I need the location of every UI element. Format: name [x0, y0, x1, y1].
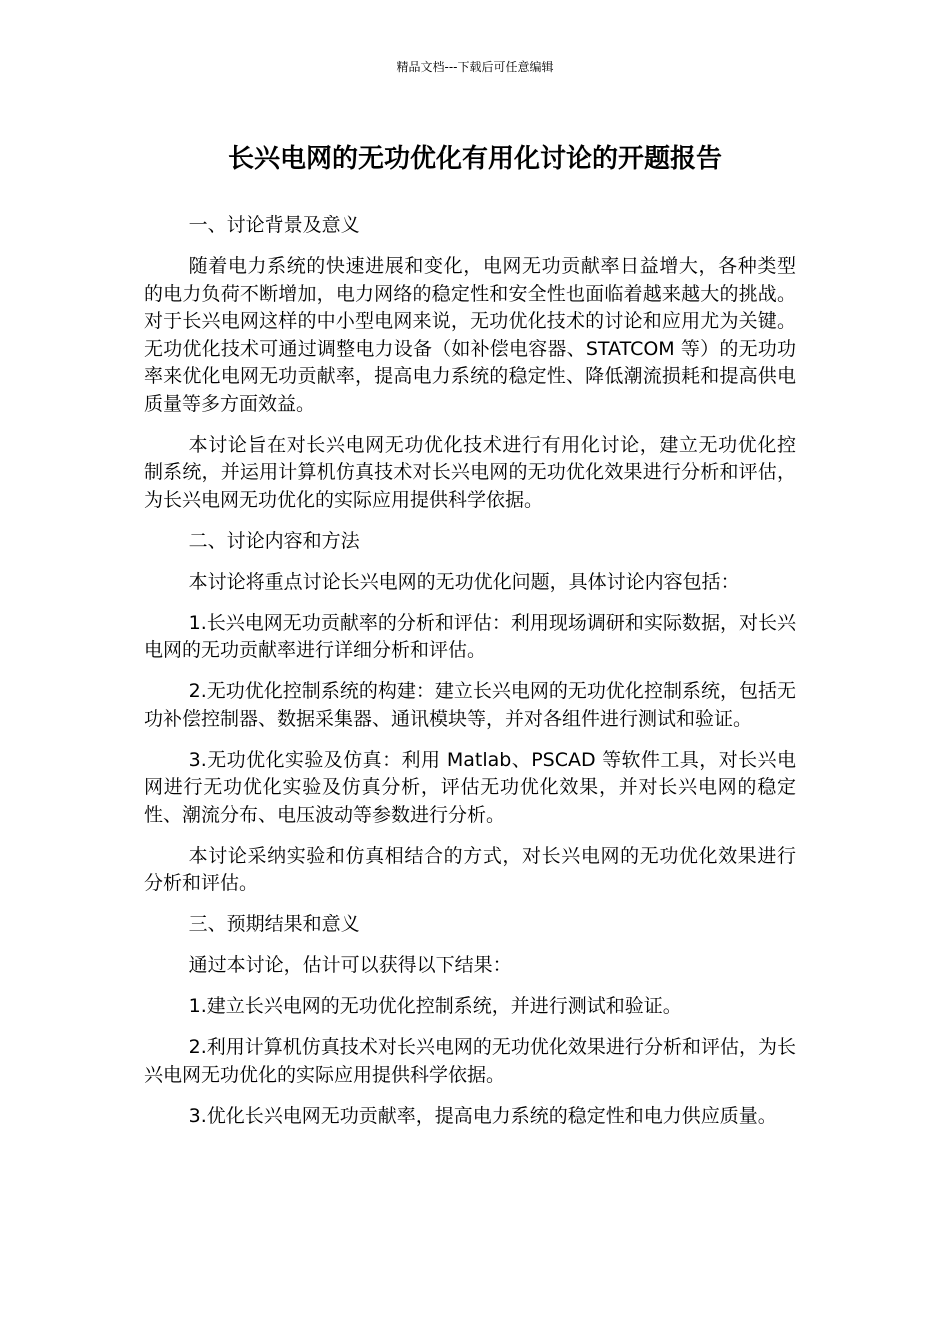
section-heading-background: 一、讨论背景及意义: [188, 214, 360, 236]
page-header-note: 精品文档---下载后可任意编辑: [396, 60, 554, 74]
list-item-result-3: 3.优化长兴电网无功贡献率，提高电力系统的稳定性和电力供应质量。: [188, 1104, 777, 1127]
section-heading-content-methods: 二、讨论内容和方法: [188, 529, 360, 552]
list-item-result-2: 2.利用计算机仿真技术对长兴电网的无功优化效果进行分析和评估，为长兴电网无功优化的实际应用提供科学依据。: [144, 1036, 796, 1086]
document-body: [144, 212, 796, 1144]
list-item-result-1: 1.建立长兴电网的无功优化控制系统，并进行测试和验证。: [188, 995, 682, 1017]
list-item-content-3: 3.无功优化实验及仿真：利用 Matlab、PSCAD 等软件工具，对长兴电网进行无功优化实验及仿真分析，评估无功优化效果，并对长兴电网的稳定性、潮流分布、电压波动等参数进行分析。: [144, 748, 796, 826]
paragraph-content-intro: 本讨论将重点讨论长兴电网的无功优化问题，具体讨论内容包括：: [188, 570, 740, 593]
paragraph-background: 随着电力系统的快速进展和变化，电网无功贡献率日益增大，各种类型的电力负荷不断增加，电力网络的稳定性和安全性也面临着越来越大的挑战。对于长兴电网这样的中小型电网来说，无功优化技术的讨论和应用尤为关键。无功优化技术可通过调整电力设备（如补偿电容器、STATCOM 等）的无功功率来优化电网无功贡献率，提高电力系统的稳定性、降低潮流损耗和提高供电质量等多方面效益。: [144, 255, 796, 415]
list-item-content-2: 2.无功优化控制系统的构建：建立长兴电网的无功优化控制系统，包括无功补偿控制器、数据采集器、通讯模块等，并对各组件进行测试和验证。: [144, 680, 796, 730]
paragraph-method: 本讨论采纳实验和仿真相结合的方式，对长兴电网的无功优化效果进行分析和评估。: [144, 844, 796, 894]
paragraph-purpose: 本讨论旨在对长兴电网无功优化技术进行有用化讨论，建立无功优化控制系统，并运用计算机仿真技术对长兴电网的无功优化效果进行分析和评估，为长兴电网无功优化的实际应用提供科学依据。: [144, 433, 796, 511]
document-title: 长兴电网的无功优化有用化讨论的开题报告: [227, 144, 722, 174]
paragraph-results-intro: 通过本讨论，估计可以获得以下结果：: [188, 954, 512, 976]
section-heading-expected-results: 三、预期结果和意义: [188, 913, 360, 935]
list-item-content-1: 1.长兴电网无功贡献率的分析和评估：利用现场调研和实际数据，对长兴电网的无功贡献率进行详细分析和评估。: [144, 611, 796, 661]
